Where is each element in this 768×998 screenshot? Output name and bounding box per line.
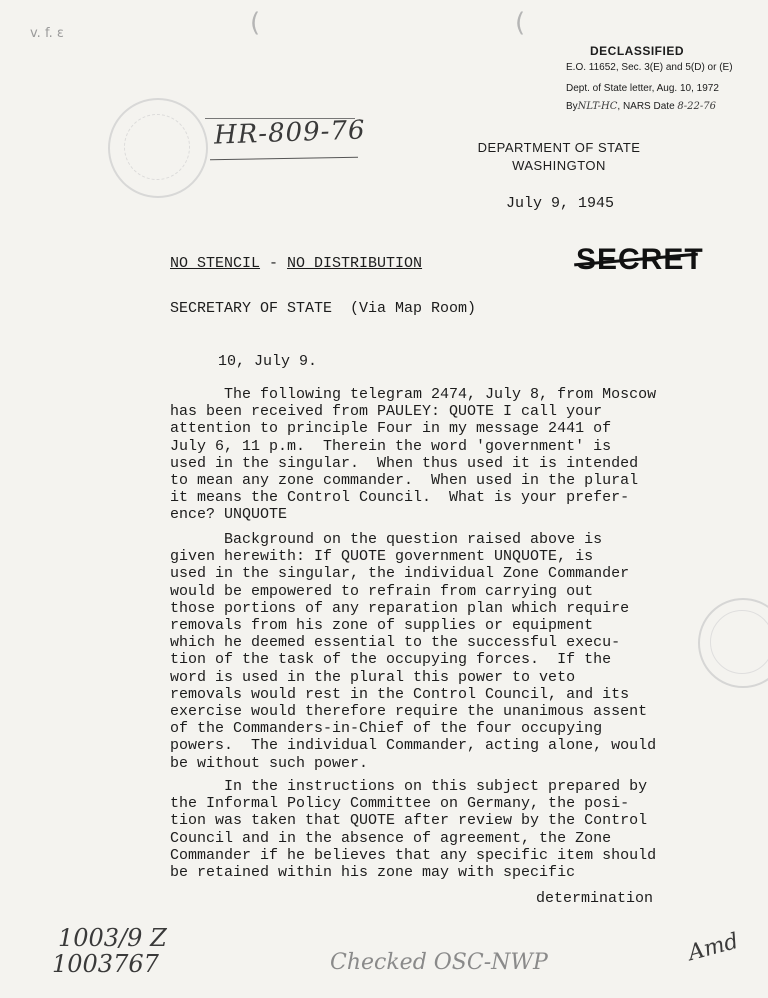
declassified-stamp-title: DECLASSIFIED (590, 44, 685, 58)
classification-marking: SECRET (576, 243, 704, 276)
declassified-nars-date: 8-22-76 (677, 101, 716, 112)
handling-separator: - (260, 255, 288, 272)
declassified-stamp-letter: Dept. of State letter, Aug. 10, 1972 (566, 83, 719, 94)
handwritten-reference-number: HR-809-76 (213, 115, 367, 151)
paragraph-instructions: In the instructions on this subject prepared by the Informal Policy Committee on Germany, the posi- tion was taken that QUOTE after review by the Control Council and in the absence of agreement, the Zone Commander if he believes that any specific item should be retained within his zone may with specific (170, 778, 657, 882)
library-stamp-ring (710, 610, 768, 674)
no-distribution-label: NO DISTRIBUTION (287, 255, 423, 272)
handwritten-initials: Amd (685, 928, 742, 967)
document-date: July 9, 1945 (506, 195, 615, 212)
declassified-stamp-authority: E.O. 11652, Sec. 3(E) and 5(D) or (E) (566, 62, 733, 73)
corner-handwritten-mark: v. f. ɛ (30, 26, 64, 41)
punch-mark-right: ( (515, 8, 526, 38)
punch-mark-left: ( (250, 8, 261, 38)
no-stencil-label: NO STENCIL (170, 255, 261, 272)
handwritten-checked-note: Checked OSC-NWP (330, 950, 548, 975)
declassified-by-initials: NLT-HC (577, 101, 618, 112)
continuation-word: determination (536, 890, 654, 907)
handwritten-file-number-1: 1003/9 Z (58, 924, 167, 952)
letterhead-city: WASHINGTON (512, 158, 606, 173)
declassified-stamp-signoff (566, 101, 716, 112)
declassified-nars-label: , NARS Date (617, 101, 675, 112)
paragraph-telegram: The following telegram 2474, July 8, from Moscow has been received from PAULEY: QUOTE I call your attention to principle Four in my message 2441 of July 6, 11 p.m. Therein the word 'government' is used in the singular. When thus used it is intended to mean any zone commander. When used in the plural it means the Control Council. What is your prefer- ence? UNQUOTE (170, 386, 657, 524)
seal-eagle-icon (124, 114, 190, 180)
letterhead-department: DEPARTMENT OF STATE (477, 140, 641, 155)
message-reference: 10, July 9. (218, 353, 318, 370)
declassified-by-label: By (566, 101, 578, 112)
handling-instructions (170, 255, 422, 272)
paragraph-background: Background on the question raised above is given herewith: If QUOTE government UNQUOTE, is used in the singular, the individual Zone Commander would be empowered to refrain from carrying out those portions of any reparation plan which require removals from his zone of supplies or equipment which he deemed essential to the successful execu- tion of the task of the occupying forces. If the word is used in the plural this power to veto removals would rest in the Control Council, and its exercise would therefore require the unanimous assent of the Commanders-in-Chief of the four occupying powers. The individual Commander, acting alone, would be without such power. (170, 531, 657, 772)
addressee-line: SECRETARY OF STATE (Via Map Room) (170, 300, 477, 317)
truman-library-stamp (698, 598, 768, 688)
handwritten-ref-underline (210, 157, 358, 161)
state-department-seal (108, 98, 208, 198)
handwritten-file-number-2: 1003767 (52, 950, 159, 978)
